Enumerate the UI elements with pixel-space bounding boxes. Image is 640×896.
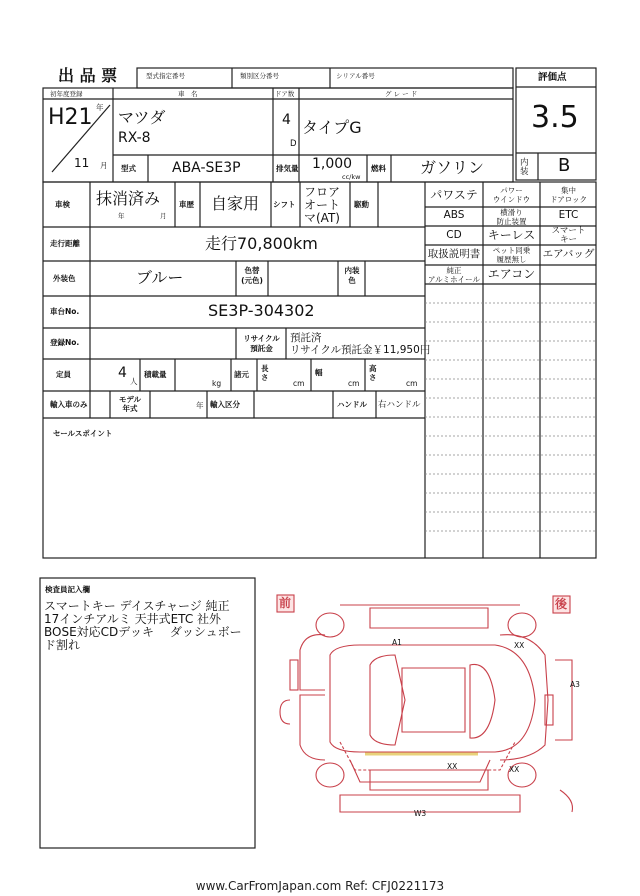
fuel-label: 燃料 bbox=[371, 164, 386, 173]
capacity-unit: 人 bbox=[130, 377, 138, 386]
inspection-year-unit: 年 bbox=[118, 212, 125, 220]
serial-number-label: シリアル番号 bbox=[336, 72, 375, 80]
year-era: H21 bbox=[48, 105, 93, 130]
width-unit: cm bbox=[348, 379, 360, 388]
inspector-label: 検査員記入欄 bbox=[45, 585, 90, 594]
interior-label: 内装 bbox=[520, 158, 529, 177]
grade-label: グ レ ー ド bbox=[385, 90, 418, 98]
capacity-label: 定員 bbox=[56, 370, 71, 379]
first-reg-label: 初年度登録 bbox=[50, 90, 83, 98]
fuel-value: ガソリン bbox=[420, 158, 485, 177]
capacity-value: 4 bbox=[118, 365, 127, 381]
rear-mark: 後 bbox=[555, 597, 568, 611]
model-designation-label: 型式指定番号 bbox=[146, 72, 185, 80]
equipment-item: ペット同乗 履歴無し bbox=[492, 246, 531, 264]
inspection-label: 車検 bbox=[55, 200, 70, 209]
month-value: 11 bbox=[74, 156, 90, 170]
doors-unit: D bbox=[290, 139, 297, 149]
mileage-value: 走行70,800km bbox=[205, 234, 318, 253]
interior-color-label: 内装 色 bbox=[344, 266, 360, 285]
car-maker: マツダ bbox=[118, 108, 166, 127]
doors-value: 4 bbox=[282, 112, 291, 128]
mileage-label: 走行距離 bbox=[50, 239, 80, 248]
displacement-value: 1,000 bbox=[312, 156, 353, 172]
car-diagram bbox=[277, 595, 573, 812]
equipment-item: 横滑り 防止装置 bbox=[496, 208, 527, 226]
damage-mark: A3 bbox=[570, 680, 580, 689]
color-value: ブルー bbox=[136, 268, 184, 287]
length-label: 長さ bbox=[261, 364, 269, 382]
dims-label: 諸元 bbox=[234, 370, 249, 379]
width-label: 幅 bbox=[315, 368, 323, 377]
equipment-item: スマート キー bbox=[551, 226, 586, 245]
damage-mark: A1 bbox=[392, 638, 402, 647]
sheet-title: 出 品 票 bbox=[58, 66, 118, 85]
car-name-label: 車 名 bbox=[178, 90, 198, 98]
displacement-unit: cc/kw bbox=[342, 173, 361, 181]
equipment-item: パワステ bbox=[430, 188, 478, 202]
inspection-month-unit: 月 bbox=[160, 212, 167, 220]
equipment-item: エアバッグ bbox=[542, 248, 595, 260]
usage-value: 自家用 bbox=[211, 194, 260, 213]
equipment-item: ABS bbox=[443, 209, 465, 221]
handle-label: ハンドル bbox=[337, 400, 367, 409]
color-change-label: 色替 (元色) bbox=[241, 266, 263, 285]
drive-label: 駆動 bbox=[354, 200, 369, 209]
shift-value: フロア オート マ(AT) bbox=[304, 185, 341, 225]
rating-value: 3.5 bbox=[531, 100, 579, 135]
handle-value: 右ハンドル bbox=[378, 400, 421, 410]
import-category-label: 輸入区分 bbox=[210, 400, 240, 409]
equipment-item: 取扱説明書 bbox=[427, 248, 481, 260]
equipment-item: ETC bbox=[558, 209, 579, 221]
type-label: 型式 bbox=[121, 164, 136, 173]
chassis-value: SE3P-304302 bbox=[208, 301, 315, 320]
height-label: 高さ bbox=[369, 364, 377, 382]
import-label: 輸入車のみ bbox=[50, 400, 88, 409]
type-value: ABA-SE3P bbox=[172, 160, 241, 176]
usage-label: 車歴 bbox=[179, 200, 194, 209]
inspection-value: 抹消済み bbox=[96, 189, 161, 208]
shift-label: シフト bbox=[273, 200, 296, 209]
height-unit: cm bbox=[406, 379, 418, 388]
grade-value: タイプG bbox=[302, 118, 362, 137]
equipment-item: キーレス bbox=[487, 228, 536, 242]
equipment-item: CD bbox=[446, 229, 462, 241]
footer-reference: www.CarFromJapan.com Ref: CFJ0221173 bbox=[195, 879, 445, 893]
year-unit: 年 bbox=[96, 103, 104, 112]
equipment-item: 集中 ドアロック bbox=[549, 186, 588, 204]
doors-label: ドア数 bbox=[275, 90, 295, 98]
damage-mark: XX bbox=[514, 641, 525, 650]
recycle-value: 預託済 リサイクル預託金￥11,950円 bbox=[290, 332, 431, 356]
recycle-label: リサイクル 預託金 bbox=[243, 334, 280, 353]
sales-point-label: セールスポイント bbox=[53, 429, 113, 438]
month-unit: 月 bbox=[100, 161, 108, 170]
displacement-label: 排気量 bbox=[276, 164, 299, 173]
front-mark: 前 bbox=[279, 596, 292, 610]
equipment-item: 純正 アルミホイール bbox=[427, 266, 481, 284]
model-year-label: モデル 年式 bbox=[118, 395, 142, 413]
color-label: 外装色 bbox=[53, 274, 76, 283]
equipment-item: エアコン bbox=[487, 267, 536, 281]
load-unit: kg bbox=[212, 379, 222, 388]
registration-label: 登録No. bbox=[50, 338, 80, 347]
equipment-item: パワー ウインドウ bbox=[492, 186, 531, 204]
damage-mark: W3 bbox=[414, 809, 427, 818]
interior-grade: B bbox=[558, 155, 571, 176]
car-model: RX-8 bbox=[118, 130, 151, 146]
model-year-unit: 年 bbox=[196, 401, 204, 410]
inspector-note: スマートキー デイスチャージ 純正 17インチアルミ 天井式ETC 社外 BOSE対応CDデッキ ダッシュボー ド割れ bbox=[44, 599, 242, 652]
chassis-label: 車台No. bbox=[50, 307, 80, 316]
rating-label: 評価点 bbox=[538, 72, 567, 83]
damage-mark: XX bbox=[509, 765, 520, 774]
length-unit: cm bbox=[293, 379, 305, 388]
load-label: 積載量 bbox=[144, 370, 167, 379]
damage-mark: XX bbox=[447, 762, 458, 771]
category-number-label: 類別区分番号 bbox=[240, 72, 279, 80]
